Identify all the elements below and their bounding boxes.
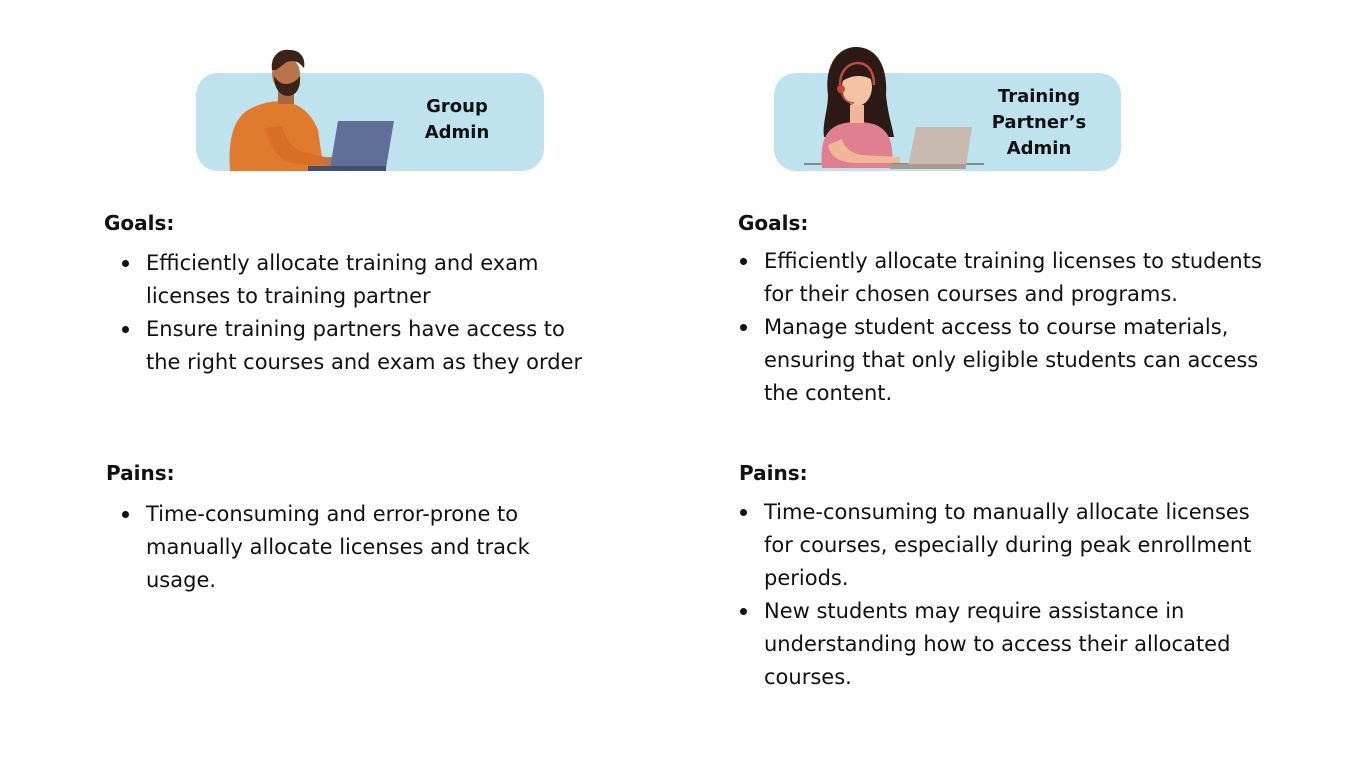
persona-card-group-admin <box>196 73 544 171</box>
persona-title: Group Admin <box>424 96 490 143</box>
pain-item: Time-consuming and error-prone to manually allocate licenses and track usage. <box>104 498 604 597</box>
woman-with-headset-laptop-icon <box>804 45 994 171</box>
pains-heading: Pains: <box>739 461 808 485</box>
goal-item: Efficiently allocate training and exam licenses to training partner <box>104 247 604 313</box>
goal-item: Efficiently allocate training licenses to students for their chosen courses and programs. <box>722 245 1262 311</box>
goals-heading: Goals: <box>104 211 175 235</box>
pains-list <box>722 496 1262 694</box>
pains-list <box>104 498 604 597</box>
pain-item: New students may require assistance in understanding how to access their allocated courses. <box>722 595 1262 694</box>
pain-item: Time-consuming to manually allocate licenses for courses, especially during peak enrollment periods. <box>722 496 1262 595</box>
goals-list <box>104 247 604 379</box>
goals-heading: Goals: <box>738 211 809 235</box>
goal-item: Ensure training partners have access to the right courses and exam as they order <box>104 313 604 379</box>
man-with-laptop-icon <box>226 48 396 171</box>
persona-title: Training Partner’s Admin <box>991 86 1087 159</box>
goals-list <box>722 245 1262 410</box>
persona-card-training-partner-admin <box>774 73 1121 171</box>
pains-heading: Pains: <box>106 461 175 485</box>
goal-item: Manage student access to course materials, ensuring that only eligible students can access the content. <box>722 311 1262 410</box>
